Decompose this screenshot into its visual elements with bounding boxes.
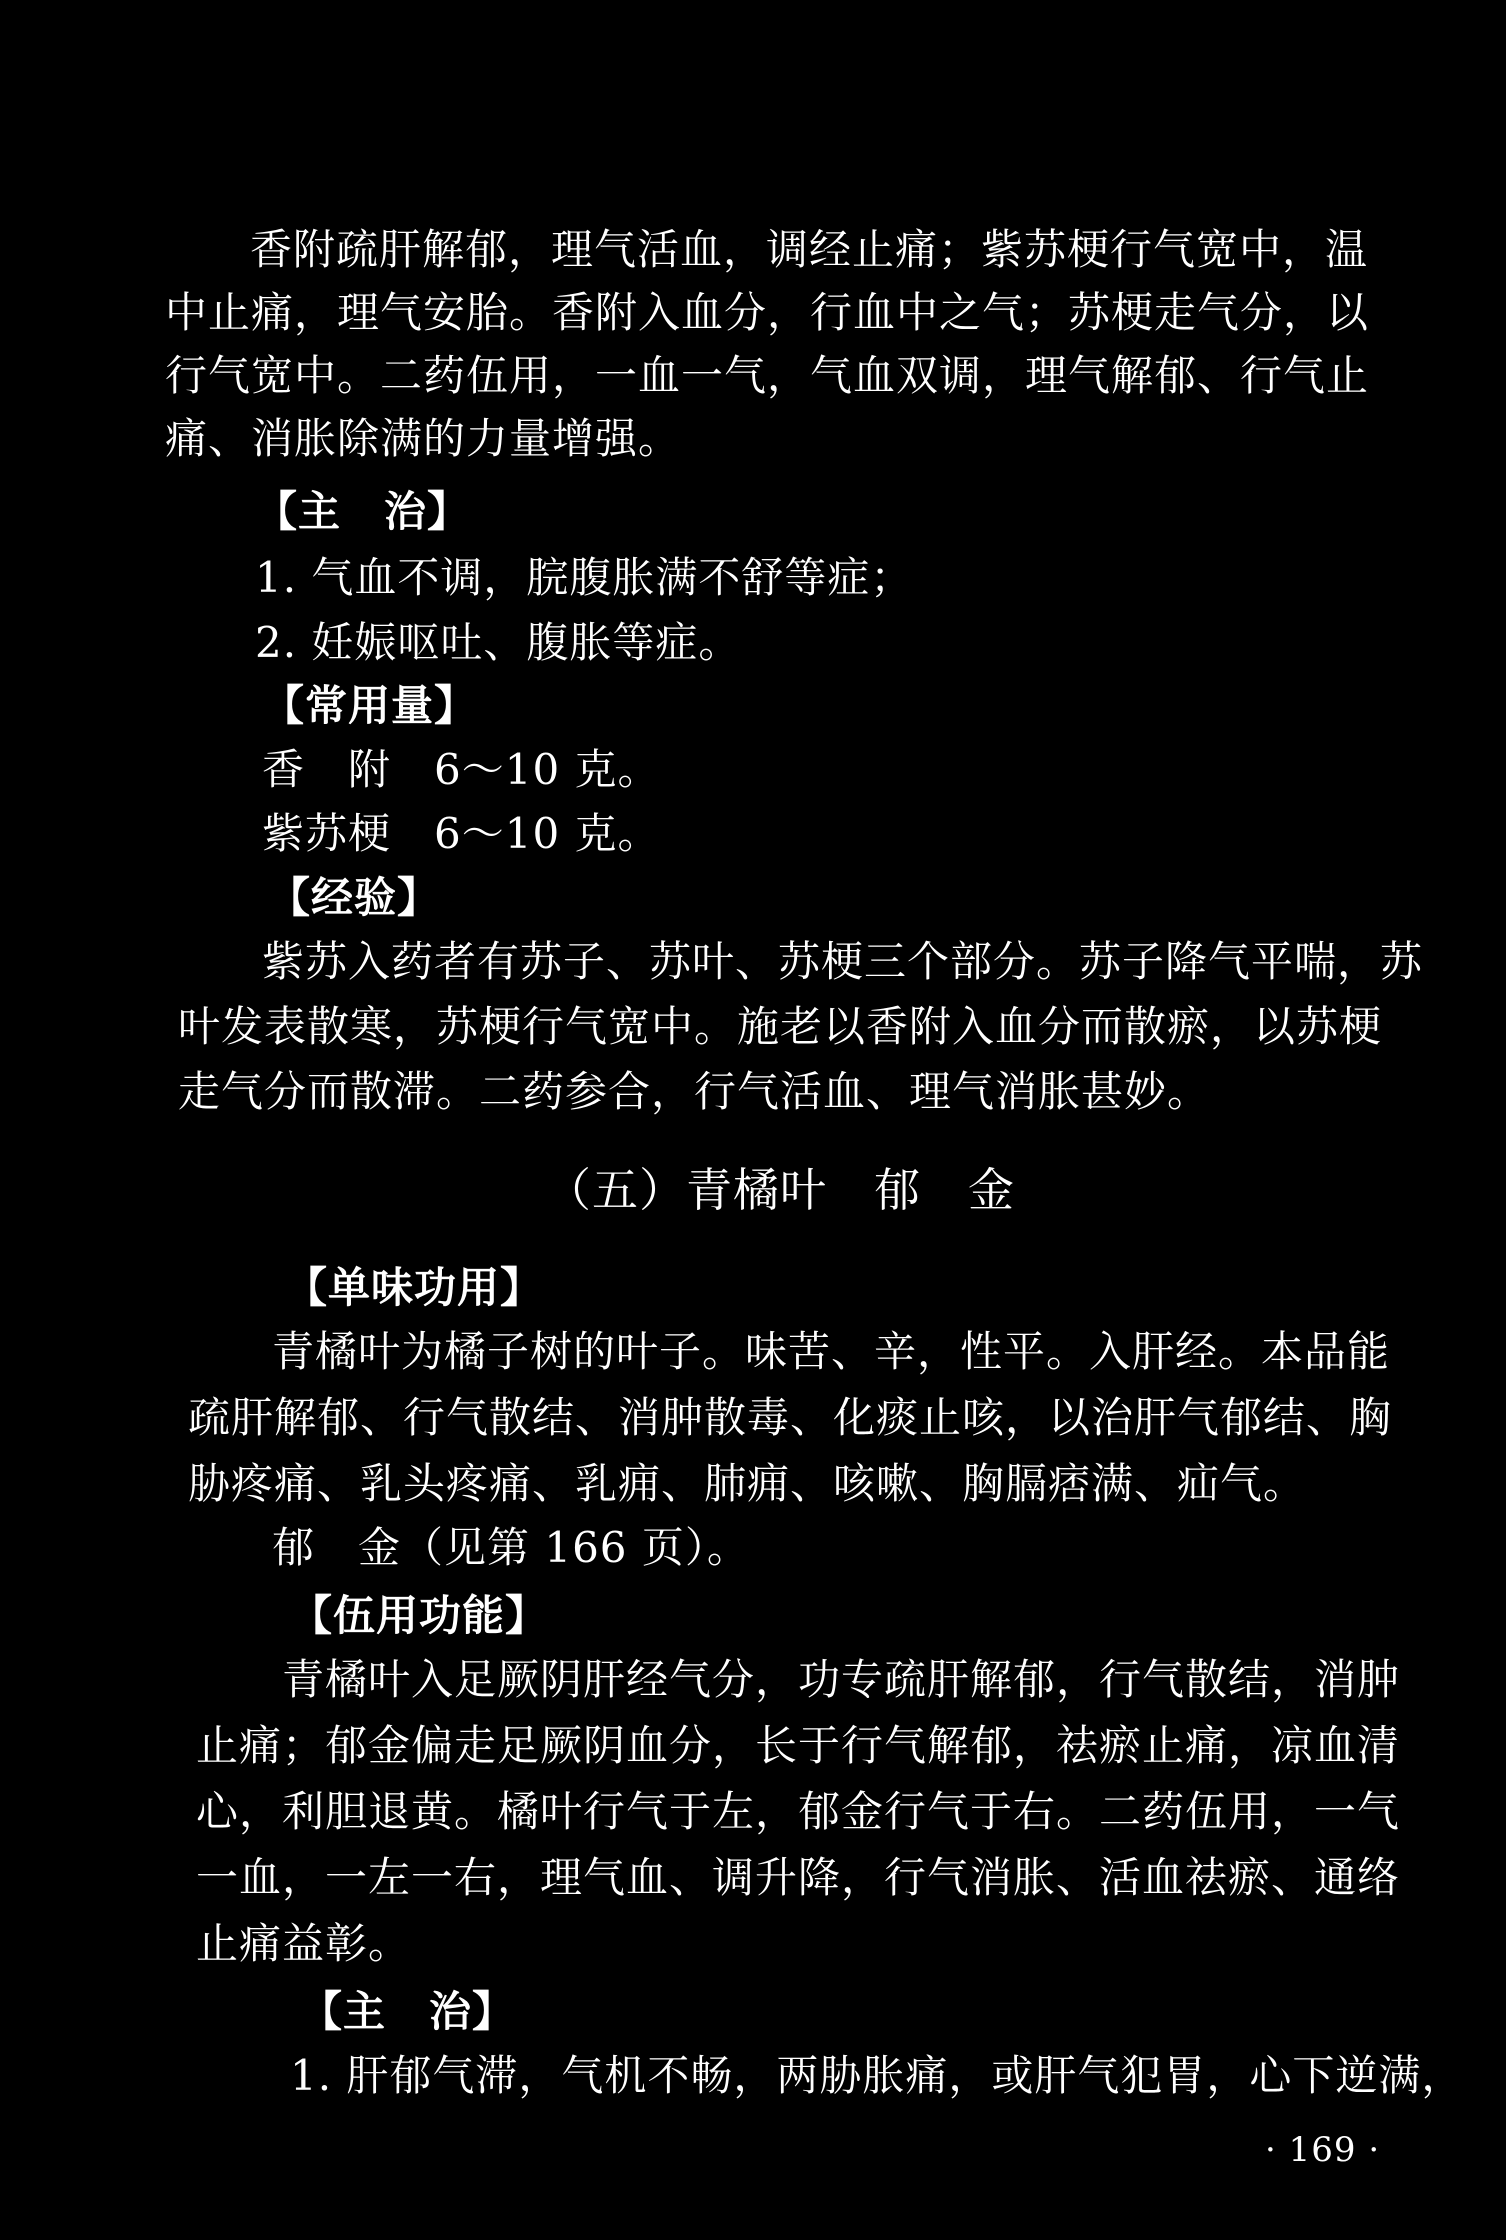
dosage-line: 紫苏梗 6～10 克。 — [262, 809, 661, 858]
text-line: 青橘叶为橘子树的叶子。味苦、辛，性平。入肝经。本品能 — [272, 1327, 1391, 1376]
section-heading: 【单味功用】 — [285, 1263, 544, 1312]
text-line: 痛、消胀除满的力量增强。 — [165, 414, 682, 463]
text-line: 疏肝解郁、行气散结、消肿散毒、化痰止咳，以治肝气郁结、胸 — [188, 1393, 1393, 1442]
section-heading: 【主 治】 — [255, 487, 471, 536]
text-line: 行气宽中。二药伍用，一血一气，气血双调，理气解郁、行气止 — [165, 351, 1370, 400]
page-number: · 169 · — [1265, 2130, 1381, 2170]
text-line: 胁疼痛、乳头疼痛、乳痈、肺痈、咳嗽、胸膈痞满、疝气。 — [188, 1459, 1307, 1508]
list-item: 1. 肝郁气滞，气机不畅，两胁胀痛，或肝气犯胃，心下逆满， — [290, 2051, 1465, 2100]
text-line: 一血，一左一右，理气血、调升降，行气消胀、活血祛瘀、通络 — [196, 1853, 1401, 1902]
text-line: 叶发表散寒，苏梗行气宽中。施老以香附入血分而散瘀，以苏梗 — [178, 1002, 1383, 1051]
subsection-title: （五）青橘叶 郁 金 — [545, 1163, 1015, 1217]
text-line: 紫苏入药者有苏子、苏叶、苏梗三个部分。苏子降气平喘，苏 — [262, 937, 1424, 986]
text-line: 止痛益彰。 — [196, 1919, 412, 1968]
dosage-line: 香 附 6～10 克。 — [262, 745, 661, 794]
list-item: 2. 妊娠呕吐、腹胀等症。 — [255, 618, 742, 667]
list-item: 1. 气血不调，脘腹胀满不舒等症； — [255, 553, 914, 602]
text-line: 心，利胆退黄。橘叶行气于左，郁金行气于右。二药伍用，一气 — [196, 1787, 1401, 1836]
text-line: 香附疏肝解郁，理气活血，调经止痛；紫苏梗行气宽中，温 — [250, 225, 1369, 274]
text-line: 青橘叶入足厥阴肝经气分，功专疏肝解郁，行气散结，消肿 — [282, 1655, 1401, 1704]
text-line: 止痛；郁金偏走足厥阴血分，长于行气解郁，祛瘀止痛，凉血清 — [196, 1721, 1401, 1770]
text-line: 郁 金（见第 166 页）。 — [272, 1523, 750, 1572]
section-heading: 【伍用功能】 — [290, 1591, 549, 1640]
text-line: 中止痛，理气安胎。香附入血分，行血中之气；苏梗走气分，以 — [165, 288, 1370, 337]
section-heading: 【主 治】 — [300, 1987, 516, 2036]
text-line: 走气分而散滞。二药参合，行气活血、理气消胀甚妙。 — [178, 1067, 1211, 1116]
section-heading: 【经验】 — [268, 873, 441, 922]
section-heading: 【常用量】 — [262, 681, 478, 730]
